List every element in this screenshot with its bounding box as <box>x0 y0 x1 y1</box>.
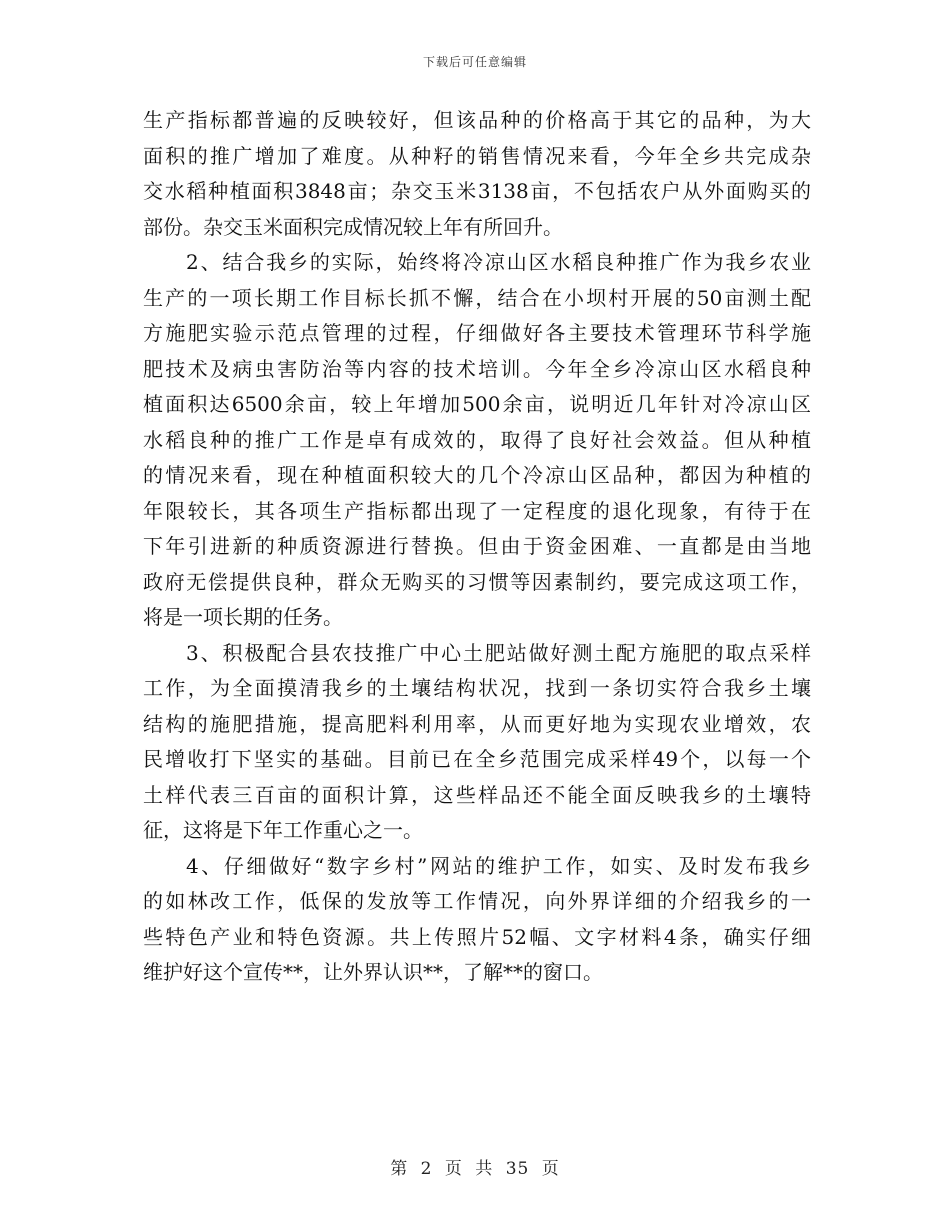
body-line: 的情况来看，现在种植面积较大的几个冷凉山区品种，都因为种植的 <box>143 463 811 487</box>
body-line: 些特色产业和特色资源。共上传照片52幅、文字材料4条，确实仔细 <box>143 924 811 949</box>
body-line: 工作，为全面摸清我乡的土壤结构状况，找到一条切实符合我乡土壤 <box>143 676 811 700</box>
body-line: 下年引进新的种质资源进行替换。但由于资金困难、一直都是由当地 <box>143 534 811 558</box>
paragraph-3-first-line: 3、积极配合县农技推广中心土肥站做好测土配方施肥的取点采样 <box>186 640 811 665</box>
body-line: 方施肥实验示范点管理的过程，仔细做好各主要技术管理环节科学施 <box>143 321 811 345</box>
body-line: 部份。杂交玉米面积完成情况较上年有所回升。 <box>143 214 563 239</box>
body-line: 将是一项长期的任务。 <box>143 605 343 629</box>
body-line: 民增收打下坚实的基础。目前已在全乡范围完成采样49个，以每一个 <box>143 747 811 771</box>
body-line: 交水稻种植面积3848亩；杂交玉米3138亩，不包括农户从外面购买的 <box>143 179 811 203</box>
body-line: 生产的一项长期工作目标长抓不懈，结合在小坝村开展的50亩测土配 <box>143 285 811 310</box>
page-number-footer: 第 2 页 共 35 页 <box>390 1159 560 1179</box>
body-line: 植面积达6500余亩，较上年增加500余亩，说明近几年针对冷凉山区 <box>143 392 811 416</box>
body-line: 政府无偿提供良种，群众无购买的习惯等因素制约，要完成这项工作， <box>143 569 811 594</box>
body-line: 的如林改工作，低保的发放等工作情况，向外界详细的介绍我乡的一 <box>143 889 811 913</box>
body-line: 结构的施肥措施，提高肥料利用率，从而更好地为实现农业增效，农 <box>143 711 811 736</box>
page-header: 下载后可任意编辑 <box>422 55 527 69</box>
body-line: 土样代表三百亩的面积计算，这些样品还不能全面反映我乡的土壤特 <box>143 782 811 807</box>
paragraph-4-first-line: 4、仔细做好“数字乡村”网站的维护工作，如实、及时发布我乡 <box>186 853 811 878</box>
body-line: 面积的推广增加了难度。从种籽的销售情况来看，今年全乡共完成杂 <box>143 143 811 168</box>
paragraph-2-first-line: 2、结合我乡的实际，始终将冷凉山区水稻良种推广作为我乡农业 <box>186 250 811 274</box>
body-line: 水稻良种的推广工作是卓有成效的，取得了良好社会效益。但从种植 <box>143 427 811 452</box>
body-line: 肥技术及病虫害防治等内容的技术培训。今年全乡冷凉山区水稻良种 <box>143 356 811 381</box>
document-body <box>143 103 811 991</box>
body-line: 年限较长，其各项生产指标都出现了一定程度的退化现象，有待于在 <box>143 498 811 523</box>
body-line: 生产指标都普遍的反映较好，但该品种的价格高于其它的品种，为大 <box>143 108 811 132</box>
body-line: 征，这将是下年工作重心之一。 <box>143 818 423 842</box>
body-line: 维护好这个宣传**，让外界认识**，了解**的窗口。 <box>143 960 603 984</box>
